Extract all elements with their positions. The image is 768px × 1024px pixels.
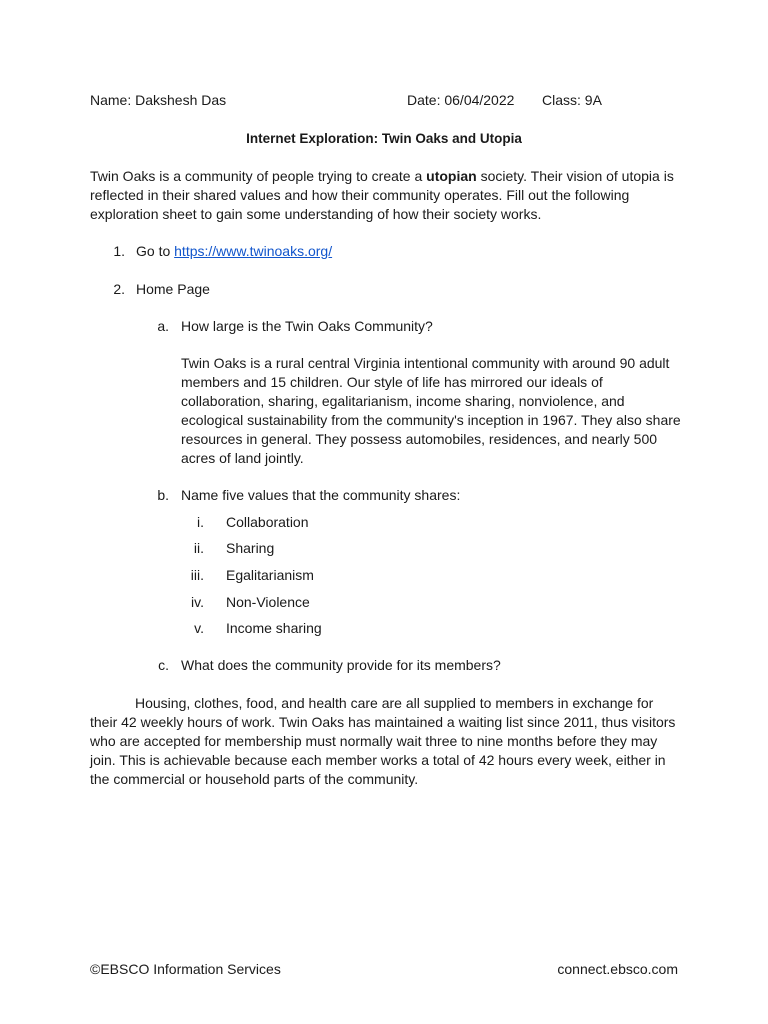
value-2-text: Sharing	[226, 540, 275, 556]
value-5-text: Income sharing	[226, 620, 322, 636]
intro-paragraph	[90, 167, 680, 224]
assignment-date: Date: 06/04/2022	[407, 92, 515, 108]
twinoaks-link[interactable]: https://www.twinoaks.org/	[174, 243, 333, 259]
intro-text-after: society. Their vision of utopia is reflected in their shared values and how their community operates. Fill out the following exploration sheet to gain some understanding of how their society works.	[90, 168, 674, 222]
value-1-number: i.	[197, 514, 204, 530]
value-3-number: iii.	[190, 567, 204, 583]
step-2-number: 2.	[113, 281, 125, 297]
value-3-text: Egalitarianism	[226, 567, 314, 583]
value-4-number: iv.	[191, 594, 204, 610]
question-a-answer: Twin Oaks is a rural central Virginia intentional community with around 90 adult members and 15 children. Our style of life has mirrored our ideals of collaboration, sharing, egalitarianism, income sharing, nonviolence, and ecological sustainability from the community's inception in 1967. They also share resources in general. They possess automobiles, residences, and nearly 500 acres of land jointly.	[181, 355, 681, 466]
question-b-text: Name five values that the community shares:	[181, 487, 461, 503]
step-1-number: 1.	[113, 243, 125, 259]
value-4-text: Non-Violence	[226, 594, 310, 610]
page-title: Internet Exploration: Twin Oaks and Utopia	[246, 131, 522, 146]
question-a-text: How large is the Twin Oaks Community?	[181, 318, 433, 334]
value-2-number: ii.	[193, 540, 204, 556]
question-c-text: What does the community provide for its members?	[181, 657, 501, 673]
step-1	[136, 243, 332, 259]
value-5-number: v.	[194, 620, 204, 636]
step-2-text: Home Page	[136, 281, 210, 297]
question-c-answer: Housing, clothes, food, and health care are all supplied to members in exchange for their 42 weekly hours of work. Twin Oaks has maintained a waiting list since 2011, thus visitors who are accepted for membership must normally wait three to nine months before they may join. This is achievable because each member works a total of 42 hours every week, either in the commercial or household parts of the community.	[90, 695, 676, 787]
student-name: Name: Dakshesh Das	[90, 92, 227, 108]
footer-copyright: ©EBSCO Information Services	[90, 961, 281, 977]
question-a-letter: a.	[157, 318, 169, 334]
intro-text-before: Twin Oaks is a community of people trying to create a	[90, 168, 427, 184]
question-b-letter: b.	[157, 487, 169, 503]
question-c-letter: c.	[158, 657, 169, 673]
footer-website: connect.ebsco.com	[557, 961, 678, 977]
step-1-text: Go to	[136, 243, 175, 259]
class-label: Class: 9A	[542, 92, 602, 108]
value-1-text: Collaboration	[226, 514, 309, 530]
intro-bold-word: utopian	[426, 168, 477, 184]
